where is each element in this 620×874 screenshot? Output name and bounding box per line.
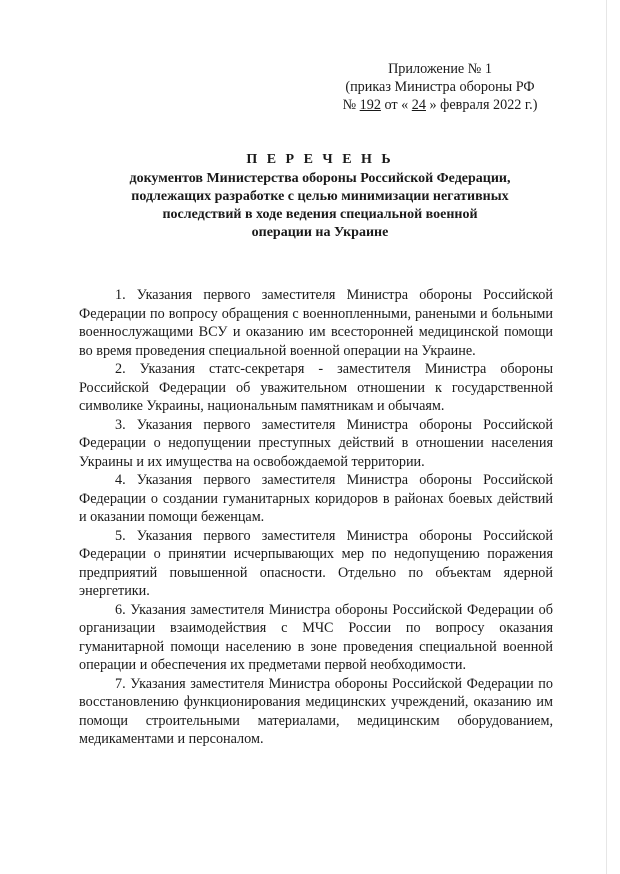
title-line-4: операции на Украине xyxy=(251,225,389,240)
list-item-7: 7. Указания заместителя Министра обороны Российской Федерации по восстановлению функционирования медицинских учреждений, оказанию им помощи строительными материалами, медицинским оборудованием, медикаментами и персоналом. xyxy=(79,675,553,747)
title-line-2: подлежащих разработке с целью минимизации негативных xyxy=(131,189,509,204)
title-line-3: последствий в ходе ведения специальной военной xyxy=(162,207,478,222)
list-item-6: 6. Указания заместителя Министра обороны Российской Федерации об организации взаимодействия с МЧС России по вопросу оказания гуманитарной помощи населению в зоне проведения специальной военной операции и обеспечения их предметами первой необходимости. xyxy=(79,601,553,673)
document-title xyxy=(90,151,550,242)
title-heading: П Е Р Е Ч Е Н Ь xyxy=(246,152,394,167)
order-date-rest: » февраля 2022 г.) xyxy=(425,97,538,113)
order-day: 24 xyxy=(411,97,426,113)
list-item-3: 3. Указания первого заместителя Министра обороны Российской Федерации о недопущении преступных действий в отношении населения Украины и их имущества на освобождаемой территории. xyxy=(79,416,553,470)
order-number: 192 xyxy=(359,97,381,113)
list-item-4: 4. Указания первого заместителя Министра обороны Российской Федерации о создании гуманитарных коридоров в районах боевых действий и оказании помощи беженцам. xyxy=(79,472,553,525)
document-list xyxy=(79,286,553,749)
list-item-5: 5. Указания первого заместителя Министра обороны Российской Федерации о принятии исчерпывающих мер по недопущению поражения предприятий повышенной опасности. Отдельно по объектам ядерной энергетики. xyxy=(79,527,553,599)
appendix-title: Приложение № 1 xyxy=(388,61,492,77)
appendix-order-date xyxy=(330,96,550,114)
order-from-text: от « xyxy=(380,97,412,113)
appendix-header xyxy=(330,60,550,114)
appendix-order-ref: (приказ Министра обороны РФ xyxy=(345,79,535,95)
list-item-2: 2. Указания статс-секретаря - заместителя Министра обороны Российской Федерации об уважительном отношении к государственной символике Украины, национальным памятникам и обычаям. xyxy=(79,361,553,414)
order-number-prefix: № xyxy=(342,97,360,113)
list-item-1: 1. Указания первого заместителя Министра обороны Российской Федерации по вопросу обращения с военнопленными, ранеными и больными военнослужащими ВСУ и оказанию им всесторонней медицинской помощи во время проведения специальной военной операции на Украине. xyxy=(79,287,553,359)
title-line-1: документов Министерства обороны Российской Федерации, xyxy=(129,171,511,186)
